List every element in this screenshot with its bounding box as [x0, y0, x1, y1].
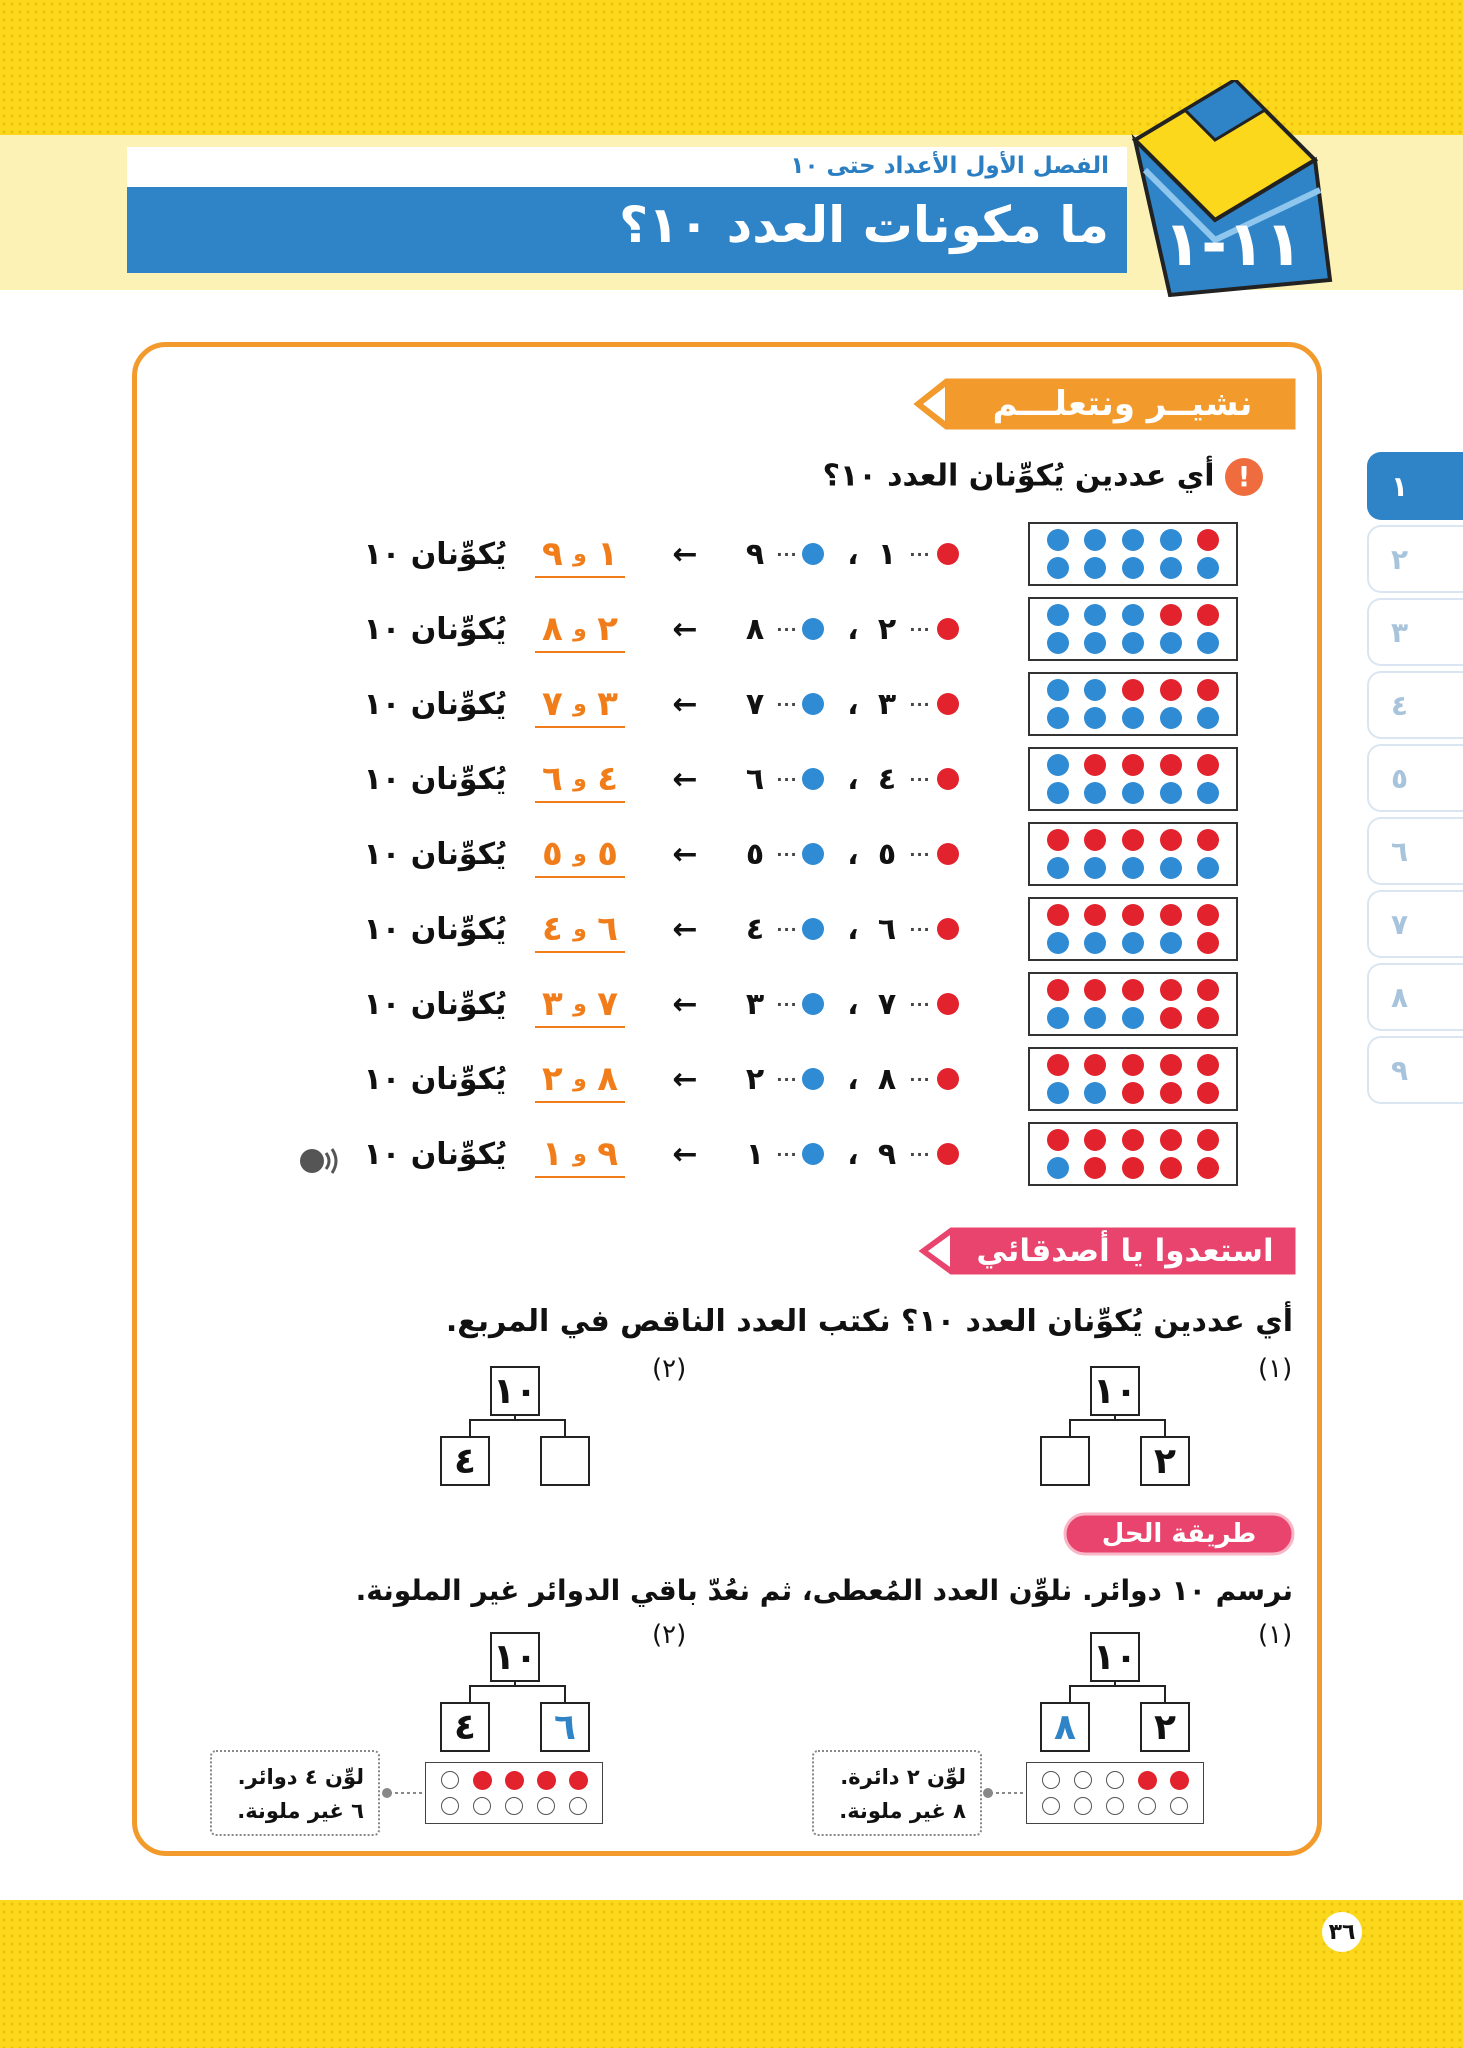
makes-ten-label: يُكوِّنان ١٠	[363, 611, 507, 647]
empty-circle	[441, 1797, 459, 1815]
red-counter	[1122, 1054, 1144, 1076]
blue-counter	[1047, 707, 1069, 729]
blue-counter	[1122, 529, 1144, 551]
red-counter	[1122, 904, 1144, 926]
colored-circle	[1170, 1771, 1189, 1790]
answer-pair: ٨ و ٢	[535, 609, 625, 649]
red-dot-icon	[935, 909, 961, 949]
red-counter	[1122, 1157, 1144, 1179]
composition-row	[0, 1134, 1000, 1174]
red-counter	[1197, 1157, 1219, 1179]
leader-dots: ···	[909, 619, 931, 639]
blue-counter	[1084, 707, 1106, 729]
blue-counter	[1197, 632, 1219, 654]
leader-dots: ···	[909, 994, 931, 1014]
separator: ،	[847, 986, 859, 1022]
red-counter	[1160, 829, 1182, 851]
separator: ،	[847, 761, 859, 797]
blue-count: ٥	[745, 836, 765, 872]
leader-dots: ···	[776, 619, 798, 639]
blue-counter	[1160, 932, 1182, 954]
red-counter	[1084, 1129, 1106, 1151]
blue-counter	[1084, 1007, 1106, 1029]
section-banner-label: استعدوا يا أصدقائي	[976, 1233, 1274, 1269]
separator: ،	[847, 1061, 859, 1097]
blue-counter	[1122, 707, 1144, 729]
blue-dot-icon	[800, 534, 826, 574]
blue-counter	[1047, 1082, 1069, 1104]
blue-counter	[1160, 782, 1182, 804]
empty-circle	[441, 1771, 459, 1789]
red-counter	[1047, 979, 1069, 1001]
answer-pair: ٩ و ١	[535, 534, 625, 574]
blue-counter	[1047, 632, 1069, 654]
blue-dot-icon	[800, 909, 826, 949]
solution-top-p2: ١٠	[490, 1632, 540, 1682]
red-dot-icon	[935, 609, 961, 649]
composition-row	[0, 609, 1000, 649]
composition-row	[0, 534, 1000, 574]
section-banner-ready	[910, 1222, 1300, 1280]
red-counter	[1084, 1157, 1106, 1179]
red-counter	[1197, 679, 1219, 701]
page-title: ما مكونات العدد ١٠؟	[619, 196, 1109, 254]
blue-counter	[1197, 707, 1219, 729]
leader-dots: ···	[776, 769, 798, 789]
blue-counter	[1122, 782, 1144, 804]
blue-counter	[1122, 604, 1144, 626]
leader-dots: ···	[909, 544, 931, 564]
red-counter	[1084, 979, 1106, 1001]
lesson-number: ١١-١	[1163, 207, 1303, 280]
blue-counter	[1084, 857, 1106, 879]
bond-left-p1-blank[interactable]	[1040, 1436, 1090, 1486]
leader-dots: ···	[909, 769, 931, 789]
ten-frame	[1028, 1122, 1238, 1186]
arrow-icon: ←	[672, 911, 698, 947]
blue-dot-icon	[800, 984, 826, 1024]
red-dot-icon	[935, 1134, 961, 1174]
red-count: ٨	[877, 1061, 897, 1097]
solution-right-p2: ٦	[540, 1702, 590, 1752]
red-counter	[1047, 1054, 1069, 1076]
blue-counter	[1047, 679, 1069, 701]
separator: ،	[847, 611, 859, 647]
leader-dots: ···	[776, 919, 798, 939]
blue-counter	[1047, 1007, 1069, 1029]
red-counter	[1197, 529, 1219, 551]
makes-ten-label: يُكوِّنان ١٠	[363, 761, 507, 797]
separator: ،	[847, 1136, 859, 1172]
solution-left-p1: ٨	[1040, 1702, 1090, 1752]
red-counter	[1160, 979, 1182, 1001]
arrow-icon: ←	[672, 686, 698, 722]
red-counter	[1197, 1007, 1219, 1029]
bond-top-p1: ١٠	[1090, 1366, 1140, 1416]
ten-frame	[1028, 522, 1238, 586]
blue-counter	[1160, 529, 1182, 551]
red-counter	[1122, 754, 1144, 776]
solution-banner-label: طريقة الحل	[1101, 1519, 1257, 1549]
colored-circle	[473, 1771, 492, 1790]
red-counter	[1160, 904, 1182, 926]
red-counter	[1122, 1129, 1144, 1151]
ten-frame	[1028, 672, 1238, 736]
empty-circle	[569, 1797, 587, 1815]
leader-dots: ···	[776, 544, 798, 564]
question-2: أي عددين يُكوِّنان العدد ١٠؟ نكتب العدد الناقص في المربع.	[445, 1304, 1293, 1339]
arrow-icon: ←	[672, 986, 698, 1022]
answer-pair: ١ و ٩	[535, 1134, 625, 1174]
red-counter	[1197, 1082, 1219, 1104]
empty-circle	[1138, 1797, 1156, 1815]
leader-dots: ···	[776, 1144, 798, 1164]
ten-frame	[1028, 747, 1238, 811]
chapter-subtitle: الفصل الأول الأعداد حتى ١٠	[790, 153, 1109, 179]
note-p1-line1: لوِّن ٢ دائرة.	[840, 1765, 966, 1789]
red-counter	[1084, 754, 1106, 776]
blue-count: ٦	[745, 761, 765, 797]
note-p2	[210, 1750, 380, 1836]
blue-counter	[1047, 857, 1069, 879]
solution-ten-frame-p1	[1026, 1762, 1204, 1824]
blue-counter	[1084, 604, 1106, 626]
leader-dots: ···	[776, 694, 798, 714]
blue-counter	[1084, 557, 1106, 579]
blue-dot-icon	[800, 609, 826, 649]
page-number: ٣٦	[1322, 1912, 1362, 1952]
red-dot-icon	[935, 534, 961, 574]
makes-ten-label: يُكوِّنان ١٠	[363, 911, 507, 947]
note-p2-line1: لوِّن ٤ دوائر.	[237, 1765, 364, 1789]
blue-counter	[1047, 754, 1069, 776]
red-count: ٩	[877, 1136, 897, 1172]
red-counter	[1160, 754, 1182, 776]
red-counter	[1122, 1082, 1144, 1104]
leader-dots: ···	[909, 1144, 931, 1164]
blue-count: ٨	[745, 611, 765, 647]
pencil-lesson-badge	[1115, 80, 1345, 304]
solution-left-p2: ٤	[440, 1702, 490, 1752]
section-banner-learn	[905, 373, 1300, 435]
bond-right-p1: ٢	[1140, 1436, 1190, 1486]
empty-circle	[1106, 1771, 1124, 1789]
leader-dots: ···	[909, 919, 931, 939]
blue-count: ٤	[745, 911, 765, 947]
side-tab-3[interactable]: ٣	[1367, 598, 1463, 666]
red-dot-icon	[935, 834, 961, 874]
answer-pair: ٥ و ٥	[535, 834, 625, 874]
red-count: ٦	[877, 911, 897, 947]
solution-ten-frame-p2	[425, 1762, 603, 1824]
bond-top-p2: ١٠	[490, 1366, 540, 1416]
blue-counter	[1197, 557, 1219, 579]
ten-frame	[1028, 597, 1238, 661]
red-counter	[1160, 1007, 1182, 1029]
leader-dots: ···	[776, 844, 798, 864]
blue-counter	[1084, 529, 1106, 551]
blue-dot-icon	[800, 1134, 826, 1174]
side-tab-1[interactable]: ١	[1367, 452, 1463, 520]
arrow-icon: ←	[672, 1136, 698, 1172]
red-counter	[1084, 904, 1106, 926]
blue-counter	[1122, 1007, 1144, 1029]
red-counter	[1197, 1054, 1219, 1076]
blue-counter	[1160, 857, 1182, 879]
ten-frame	[1028, 972, 1238, 1036]
question-1	[823, 458, 1263, 496]
bottom-band	[0, 1900, 1463, 2048]
exclamation-icon: !	[1225, 458, 1263, 496]
speaker-icon[interactable]	[298, 1146, 342, 1180]
blue-counter	[1122, 932, 1144, 954]
red-dot-icon	[935, 984, 961, 1024]
empty-circle	[473, 1797, 491, 1815]
side-tab-8[interactable]: ٨	[1367, 963, 1463, 1031]
blue-counter	[1160, 707, 1182, 729]
red-counter	[1122, 979, 1144, 1001]
empty-circle	[1074, 1771, 1092, 1789]
solution-text: نرسم ١٠ دوائر. نلوِّن العدد المُعطى، ثم نعُدّ باقي الدوائر غير الملونة.	[355, 1574, 1293, 1607]
makes-ten-label: يُكوِّنان ١٠	[363, 1061, 507, 1097]
blue-counter	[1160, 557, 1182, 579]
side-tab-2[interactable]: ٢	[1367, 525, 1463, 593]
answer-pair: ٣ و ٧	[535, 984, 625, 1024]
note-p1-line2: ٨ غير ملونة.	[839, 1799, 966, 1823]
empty-circle	[1042, 1797, 1060, 1815]
arrow-icon: ←	[672, 836, 698, 872]
red-counter	[1160, 679, 1182, 701]
composition-row	[0, 909, 1000, 949]
red-counter	[1160, 1082, 1182, 1104]
red-counter	[1122, 829, 1144, 851]
red-counter	[1084, 1054, 1106, 1076]
blue-counter	[1197, 857, 1219, 879]
blue-counter	[1084, 1082, 1106, 1104]
separator: ،	[847, 536, 859, 572]
red-counter	[1160, 1054, 1182, 1076]
blue-counter	[1084, 632, 1106, 654]
red-counter	[1160, 604, 1182, 626]
red-counter	[1197, 754, 1219, 776]
empty-circle	[505, 1797, 523, 1815]
blue-counter	[1047, 529, 1069, 551]
red-count: ٥	[877, 836, 897, 872]
red-counter	[1047, 829, 1069, 851]
side-tab-9[interactable]: ٩	[1367, 1036, 1463, 1104]
ten-frame	[1028, 897, 1238, 961]
red-counter	[1197, 1129, 1219, 1151]
leader-dots: ···	[909, 1069, 931, 1089]
blue-counter	[1160, 632, 1182, 654]
solution-right-p1: ٢	[1140, 1702, 1190, 1752]
answer-pair: ٦ و ٤	[535, 759, 625, 799]
answer-pair: ٤ و ٦	[535, 909, 625, 949]
red-dot-icon	[935, 684, 961, 724]
bond-right-p2-blank[interactable]	[540, 1436, 590, 1486]
red-count: ١	[877, 536, 897, 572]
ten-frame	[1028, 1047, 1238, 1111]
composition-row	[0, 684, 1000, 724]
blue-count: ٢	[745, 1061, 765, 1097]
blue-count: ٣	[745, 986, 765, 1022]
connector-p2	[381, 1786, 427, 1800]
question-1-text: أي عددين يُكوِّنان العدد ١٠؟	[822, 458, 1215, 494]
colored-circle	[537, 1771, 556, 1790]
leader-dots: ···	[776, 1069, 798, 1089]
leader-dots: ···	[776, 994, 798, 1014]
empty-circle	[1042, 1771, 1060, 1789]
blue-dot-icon	[800, 684, 826, 724]
red-counter	[1047, 904, 1069, 926]
red-counter	[1197, 604, 1219, 626]
empty-circle	[537, 1797, 555, 1815]
makes-ten-label: يُكوِّنان ١٠	[363, 986, 507, 1022]
red-counter	[1197, 932, 1219, 954]
solution-top-p1: ١٠	[1090, 1632, 1140, 1682]
arrow-icon: ←	[672, 611, 698, 647]
red-count: ٣	[877, 686, 897, 722]
ten-frame	[1028, 822, 1238, 886]
problem-1-label: (١)	[1258, 1354, 1293, 1384]
red-counter	[1197, 829, 1219, 851]
makes-ten-label: يُكوِّنان ١٠	[363, 536, 507, 572]
makes-ten-label: يُكوِّنان ١٠	[363, 1136, 507, 1172]
colored-circle	[1138, 1771, 1157, 1790]
blue-counter	[1047, 604, 1069, 626]
blue-counter	[1084, 932, 1106, 954]
answer-pair: ٢ و ٨	[535, 1059, 625, 1099]
blue-counter	[1122, 857, 1144, 879]
separator: ،	[847, 836, 859, 872]
red-dot-icon	[935, 759, 961, 799]
red-count: ٧	[877, 986, 897, 1022]
separator: ،	[847, 686, 859, 722]
red-counter	[1197, 904, 1219, 926]
arrow-icon: ←	[672, 761, 698, 797]
arrow-icon: ←	[672, 1061, 698, 1097]
blue-counter	[1197, 782, 1219, 804]
blue-counter	[1084, 679, 1106, 701]
blue-dot-icon	[800, 1059, 826, 1099]
solution-1-label: (١)	[1258, 1620, 1293, 1650]
composition-row	[0, 1059, 1000, 1099]
colored-circle	[505, 1771, 524, 1790]
blue-dot-icon	[800, 834, 826, 874]
side-tab-7[interactable]: ٧	[1367, 890, 1463, 958]
red-counter	[1197, 979, 1219, 1001]
solution-banner	[1063, 1510, 1295, 1558]
bond-left-p2: ٤	[440, 1436, 490, 1486]
red-count: ٤	[877, 761, 897, 797]
composition-row	[0, 759, 1000, 799]
side-tab-4[interactable]: ٤	[1367, 671, 1463, 739]
arrow-icon: ←	[672, 536, 698, 572]
blue-dot-icon	[800, 759, 826, 799]
section-banner-label: نشيــر ونتعلـــم	[992, 384, 1253, 424]
blue-count: ٧	[745, 686, 765, 722]
leader-dots: ···	[909, 844, 931, 864]
red-count: ٢	[877, 611, 897, 647]
answer-pair: ٧ و ٣	[535, 684, 625, 724]
empty-circle	[1074, 1797, 1092, 1815]
empty-circle	[1106, 1797, 1124, 1815]
blue-counter	[1047, 782, 1069, 804]
red-dot-icon	[935, 1059, 961, 1099]
makes-ten-label: يُكوِّنان ١٠	[363, 836, 507, 872]
blue-count: ١	[745, 1136, 765, 1172]
makes-ten-label: يُكوِّنان ١٠	[363, 686, 507, 722]
red-counter	[1160, 1157, 1182, 1179]
side-tab-6[interactable]: ٦	[1367, 817, 1463, 885]
red-counter	[1047, 1129, 1069, 1151]
note-p1	[812, 1750, 982, 1836]
blue-counter	[1122, 632, 1144, 654]
blue-counter	[1122, 557, 1144, 579]
red-counter	[1122, 679, 1144, 701]
blue-counter	[1047, 557, 1069, 579]
composition-row	[0, 834, 1000, 874]
blue-counter	[1047, 932, 1069, 954]
colored-circle	[569, 1771, 588, 1790]
red-counter	[1160, 1129, 1182, 1151]
empty-circle	[1170, 1797, 1188, 1815]
connector-p1	[982, 1786, 1028, 1800]
problem-2-label: (٢)	[652, 1354, 687, 1384]
blue-count: ٩	[745, 536, 765, 572]
separator: ،	[847, 911, 859, 947]
blue-counter	[1047, 1157, 1069, 1179]
red-counter	[1084, 829, 1106, 851]
leader-dots: ···	[909, 694, 931, 714]
note-p2-line2: ٦ غير ملونة.	[237, 1799, 364, 1823]
solution-2-label: (٢)	[652, 1620, 687, 1650]
composition-row	[0, 984, 1000, 1024]
side-tab-5[interactable]: ٥	[1367, 744, 1463, 812]
blue-counter	[1084, 782, 1106, 804]
